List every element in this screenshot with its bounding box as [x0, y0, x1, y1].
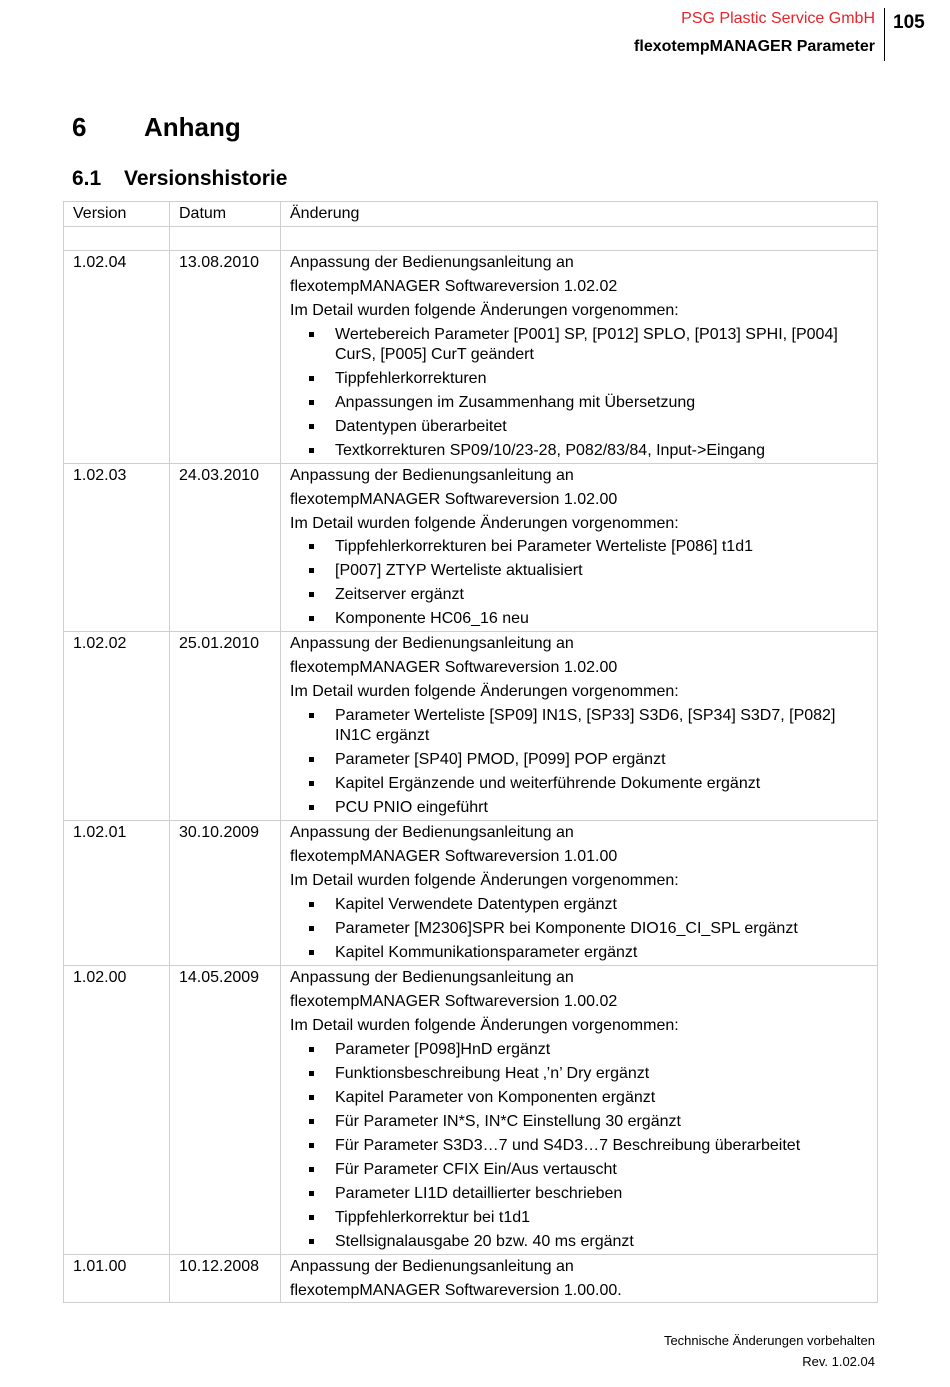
list-item: Für Parameter CFIX Ein/Aus vertauscht: [290, 1158, 868, 1182]
change-list: [290, 323, 868, 463]
list-item: Kapitel Parameter von Komponenten ergänzt: [290, 1086, 868, 1110]
change-cell: [281, 251, 878, 464]
header-divider: [884, 8, 885, 61]
list-item: Stellsignalausgabe 20 bzw. 40 ms ergänzt: [290, 1230, 868, 1254]
column-header-change: Änderung: [281, 202, 878, 227]
chapter-heading: [72, 112, 241, 143]
change-line: Im Detail wurden folgende Änderungen vorgenommen:: [290, 514, 679, 532]
section-heading: [72, 167, 287, 191]
list-item: PCU PNIO eingeführt: [290, 796, 868, 820]
list-item: Parameter [M2306]SPR bei Komponente DIO16_CI_SPL ergänzt: [290, 917, 868, 941]
list-item: Tippfehlerkorrektur bei t1d1: [290, 1206, 868, 1230]
list-item: Tippfehlerkorrekturen: [290, 367, 868, 391]
change-line: flexotempMANAGER Softwareversion 1.02.02: [290, 277, 618, 295]
version-cell: 1.02.04: [64, 251, 170, 464]
change-line: Im Detail wurden folgende Änderungen vorgenommen:: [290, 683, 679, 701]
table-row: [64, 821, 878, 966]
change-cell: [281, 965, 878, 1254]
table-row: [64, 632, 878, 821]
version-history-table: [63, 201, 878, 1303]
change-cell: [281, 632, 878, 821]
date-cell: 24.03.2010: [170, 463, 281, 632]
change-line: Anpassung der Bedienungsanleitung an: [290, 824, 574, 842]
version-cell: 1.02.03: [64, 463, 170, 632]
date-cell: 14.05.2009: [170, 965, 281, 1254]
change-line: Anpassung der Bedienungsanleitung an: [290, 635, 574, 653]
list-item: Textkorrekturen SP09/10/23-28, P082/83/84, Input->Eingang: [290, 439, 868, 463]
list-item: Anpassungen im Zusammenhang mit Übersetzung: [290, 391, 868, 415]
table-row: [64, 1254, 878, 1303]
change-line: Im Detail wurden folgende Änderungen vorgenommen:: [290, 301, 679, 319]
list-item: Datentypen überarbeitet: [290, 415, 868, 439]
list-item: Funktionsbeschreibung Heat ‚’n’ Dry ergänzt: [290, 1062, 868, 1086]
change-cell: [281, 463, 878, 632]
change-line: Anpassung der Bedienungsanleitung an: [290, 466, 574, 484]
list-item: Kapitel Verwendete Datentypen ergänzt: [290, 893, 868, 917]
change-line: flexotempMANAGER Softwareversion 1.00.00.: [290, 1281, 622, 1299]
page-number: 105: [893, 12, 925, 33]
list-item: Tippfehlerkorrekturen bei Parameter Werteliste [P086] t1d1: [290, 535, 868, 559]
document-title: flexotempMANAGER Parameter: [634, 38, 875, 55]
change-line: flexotempMANAGER Softwareversion 1.00.02: [290, 992, 618, 1010]
version-cell: 1.02.00: [64, 965, 170, 1254]
chapter-number: 6: [72, 112, 87, 142]
date-cell: 25.01.2010: [170, 632, 281, 821]
list-item: Für Parameter IN*S, IN*C Einstellung 30 ergänzt: [290, 1110, 868, 1134]
company-name: PSG Plastic Service GmbH: [681, 10, 875, 27]
change-list: [290, 893, 868, 965]
table-header-row: [64, 202, 878, 227]
table-spacer-row: [64, 227, 878, 251]
list-item: Wertebereich Parameter [P001] SP, [P012] SPLO, [P013] SPHI, [P004] CurS, [P005] CurT geändert: [290, 323, 868, 367]
change-line: Anpassung der Bedienungsanleitung an: [290, 968, 574, 986]
chapter-title: Anhang: [144, 112, 241, 142]
section-title: Versionshistorie: [124, 167, 288, 190]
version-cell: 1.01.00: [64, 1254, 170, 1303]
table-row: [64, 463, 878, 632]
list-item: Parameter [P098]HnD ergänzt: [290, 1038, 868, 1062]
change-line: flexotempMANAGER Softwareversion 1.02.00: [290, 659, 618, 677]
date-cell: 10.12.2008: [170, 1254, 281, 1303]
footer-revision: Rev. 1.02.04: [802, 1354, 875, 1369]
change-line: Im Detail wurden folgende Änderungen vorgenommen:: [290, 1016, 679, 1034]
column-header-version: Version: [64, 202, 170, 227]
list-item: Für Parameter S3D3…7 und S4D3…7 Beschreibung überarbeitet: [290, 1134, 868, 1158]
section-number: 6.1: [72, 167, 102, 190]
version-cell: 1.02.01: [64, 821, 170, 966]
change-list: [290, 704, 868, 820]
change-line: flexotempMANAGER Softwareversion 1.01.00: [290, 848, 618, 866]
list-item: [P007] ZTYP Werteliste aktualisiert: [290, 559, 868, 583]
column-header-date: Datum: [170, 202, 281, 227]
change-list: [290, 1038, 868, 1254]
change-list: [290, 535, 868, 631]
table-row: [64, 965, 878, 1254]
list-item: Parameter [SP40] PMOD, [P099] POP ergänzt: [290, 748, 868, 772]
change-cell: [281, 1254, 878, 1303]
list-item: Zeitserver ergänzt: [290, 583, 868, 607]
footer-note: Technische Änderungen vorbehalten: [663, 1333, 875, 1348]
list-item: Parameter Werteliste [SP09] IN1S, [SP33] S3D6, [SP34] S3D7, [P082] IN1C ergänzt: [290, 704, 868, 748]
table-row: [64, 251, 878, 464]
list-item: Komponente HC06_16 neu: [290, 607, 868, 631]
date-cell: 30.10.2009: [170, 821, 281, 966]
change-line: flexotempMANAGER Softwareversion 1.02.00: [290, 490, 618, 508]
list-item: Parameter LI1D detaillierter beschrieben: [290, 1182, 868, 1206]
change-cell: [281, 821, 878, 966]
version-cell: 1.02.02: [64, 632, 170, 821]
change-line: Im Detail wurden folgende Änderungen vorgenommen:: [290, 871, 679, 889]
change-line: Anpassung der Bedienungsanleitung an: [290, 254, 574, 271]
date-cell: 13.08.2010: [170, 251, 281, 464]
change-line: Anpassung der Bedienungsanleitung an: [290, 1257, 574, 1275]
list-item: Kapitel Kommunikationsparameter ergänzt: [290, 941, 868, 965]
list-item: Kapitel Ergänzende und weiterführende Dokumente ergänzt: [290, 772, 868, 796]
